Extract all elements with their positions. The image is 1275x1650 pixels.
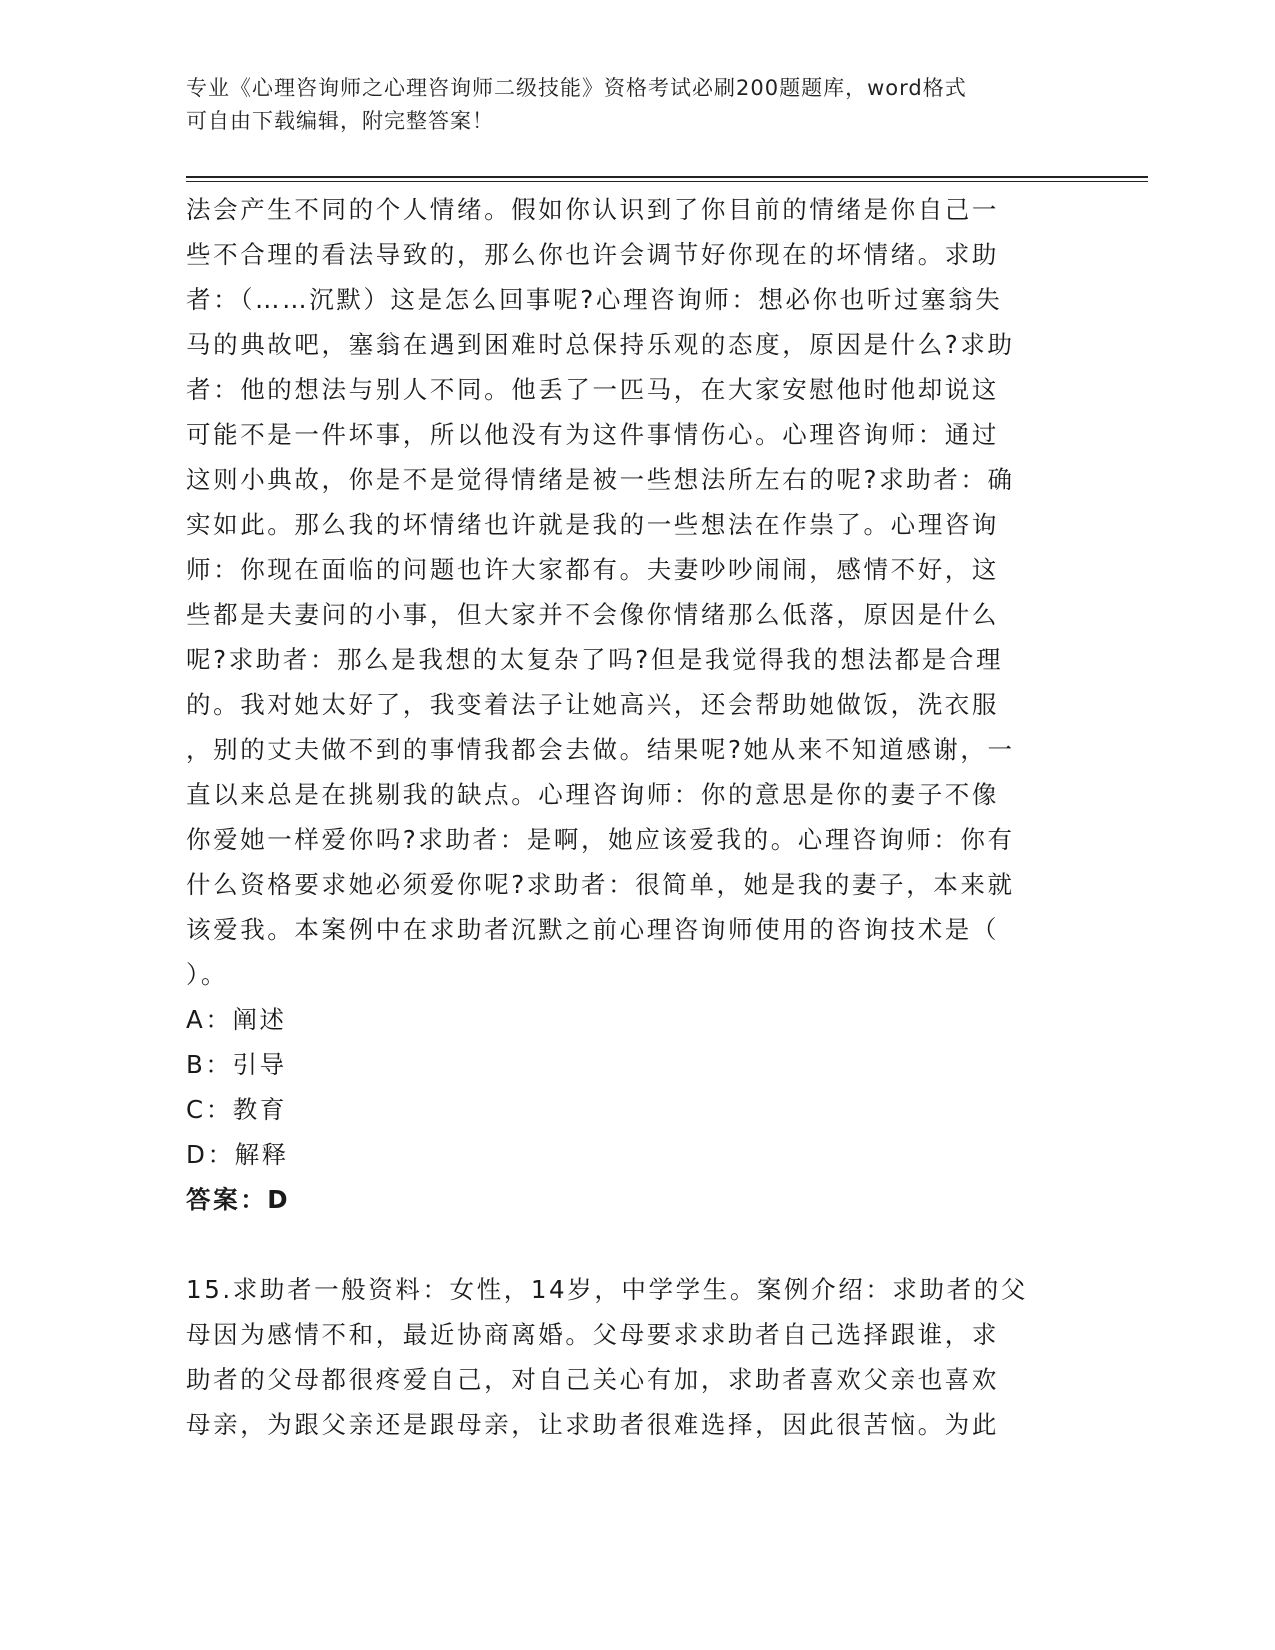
answer-line: 答案：D xyxy=(186,1185,291,1214)
header-title-line-1: 专业《心理咨询师之心理咨询师二级技能》资格考试必刷200题题库，word格式 xyxy=(186,76,967,100)
question-text-line: 母因为感情不和，最近协商离婚。父母要求求助者自己选择跟谁，求 xyxy=(186,1320,999,1349)
question-text-line: 15.求助者一般资料：女性，14岁，中学学生。案例介绍：求助者的父 xyxy=(186,1275,1028,1304)
question-text-line: 的。我对她太好了，我变着法子让她高兴，还会帮助她做饭，洗衣服 xyxy=(186,690,999,719)
question-text-line: 助者的父母都很疼爱自己，对自己关心有加，求助者喜欢父亲也喜欢 xyxy=(186,1365,999,1394)
question-spacer xyxy=(186,1222,1086,1267)
option-c: C：教育 xyxy=(186,1095,288,1124)
question-15 xyxy=(186,1267,1086,1447)
question-text-line: ，别的丈夫做不到的事情我都会去做。结果呢?她从来不知道感谢，一 xyxy=(186,735,1015,764)
question-text-line: 些都是夫妻问的小事，但大家并不会像你情绪那么低落，原因是什么 xyxy=(186,600,999,629)
header-title-line-2: 可自由下载编辑，附完整答案！ xyxy=(186,109,494,133)
header-divider-thin xyxy=(186,181,1148,182)
question-text-line: 马的典故吧，塞翁在遇到困难时总保持乐观的态度，原因是什么?求助 xyxy=(186,330,1015,359)
question-text-line: 呢?求助者：那么是我想的太复杂了吗?但是我觉得我的想法都是合理 xyxy=(186,645,1004,674)
option-a: A：阐述 xyxy=(186,1005,287,1034)
question-text-line: 这则小典故，你是不是觉得情绪是被一些想法所左右的呢?求助者：确 xyxy=(186,465,1015,494)
header-divider-thick xyxy=(186,176,1148,178)
option-d: D：解释 xyxy=(186,1140,289,1169)
question-text-line: 法会产生不同的个人情绪。假如你认识到了你目前的情绪是你自己一 xyxy=(186,195,999,224)
question-14 xyxy=(186,187,1086,1222)
question-text-line: 可能不是一件坏事，所以他没有为这件事情伤心。心理咨询师：通过 xyxy=(186,420,999,449)
question-text-line: 母亲，为跟父亲还是跟母亲，让求助者很难选择，因此很苦恼。为此 xyxy=(186,1410,999,1439)
question-text-line: 你爱她一样爱你吗?求助者：是啊，她应该爱我的。心理咨询师：你有 xyxy=(186,825,1015,854)
question-text-line: 该爱我。本案例中在求助者沉默之前心理咨询师使用的咨询技术是（ xyxy=(186,915,999,944)
question-text-line: 者：他的想法与别人不同。他丢了一匹马，在大家安慰他时他却说这 xyxy=(186,375,999,404)
question-text-line: ）。 xyxy=(186,960,228,989)
question-text-line: 直以来总是在挑剔我的缺点。心理咨询师：你的意思是你的妻子不像 xyxy=(186,780,999,809)
question-text-line: 师：你现在面临的问题也许大家都有。夫妻吵吵闹闹，感情不好，这 xyxy=(186,555,999,584)
document-body xyxy=(186,187,1086,1447)
option-b: B：引导 xyxy=(186,1050,287,1079)
question-text-line: 些不合理的看法导致的，那么你也许会调节好你现在的坏情绪。求助 xyxy=(186,240,999,269)
question-text-line: 实如此。那么我的坏情绪也许就是我的一些想法在作祟了。心理咨询 xyxy=(186,510,999,539)
question-text-line: 者：（……沉默）这是怎么回事呢?心理咨询师：想必你也听过塞翁失 xyxy=(186,285,1003,314)
document-header xyxy=(186,72,1066,138)
question-text-line: 什么资格要求她必须爱你呢?求助者：很简单，她是我的妻子，本来就 xyxy=(186,870,1015,899)
